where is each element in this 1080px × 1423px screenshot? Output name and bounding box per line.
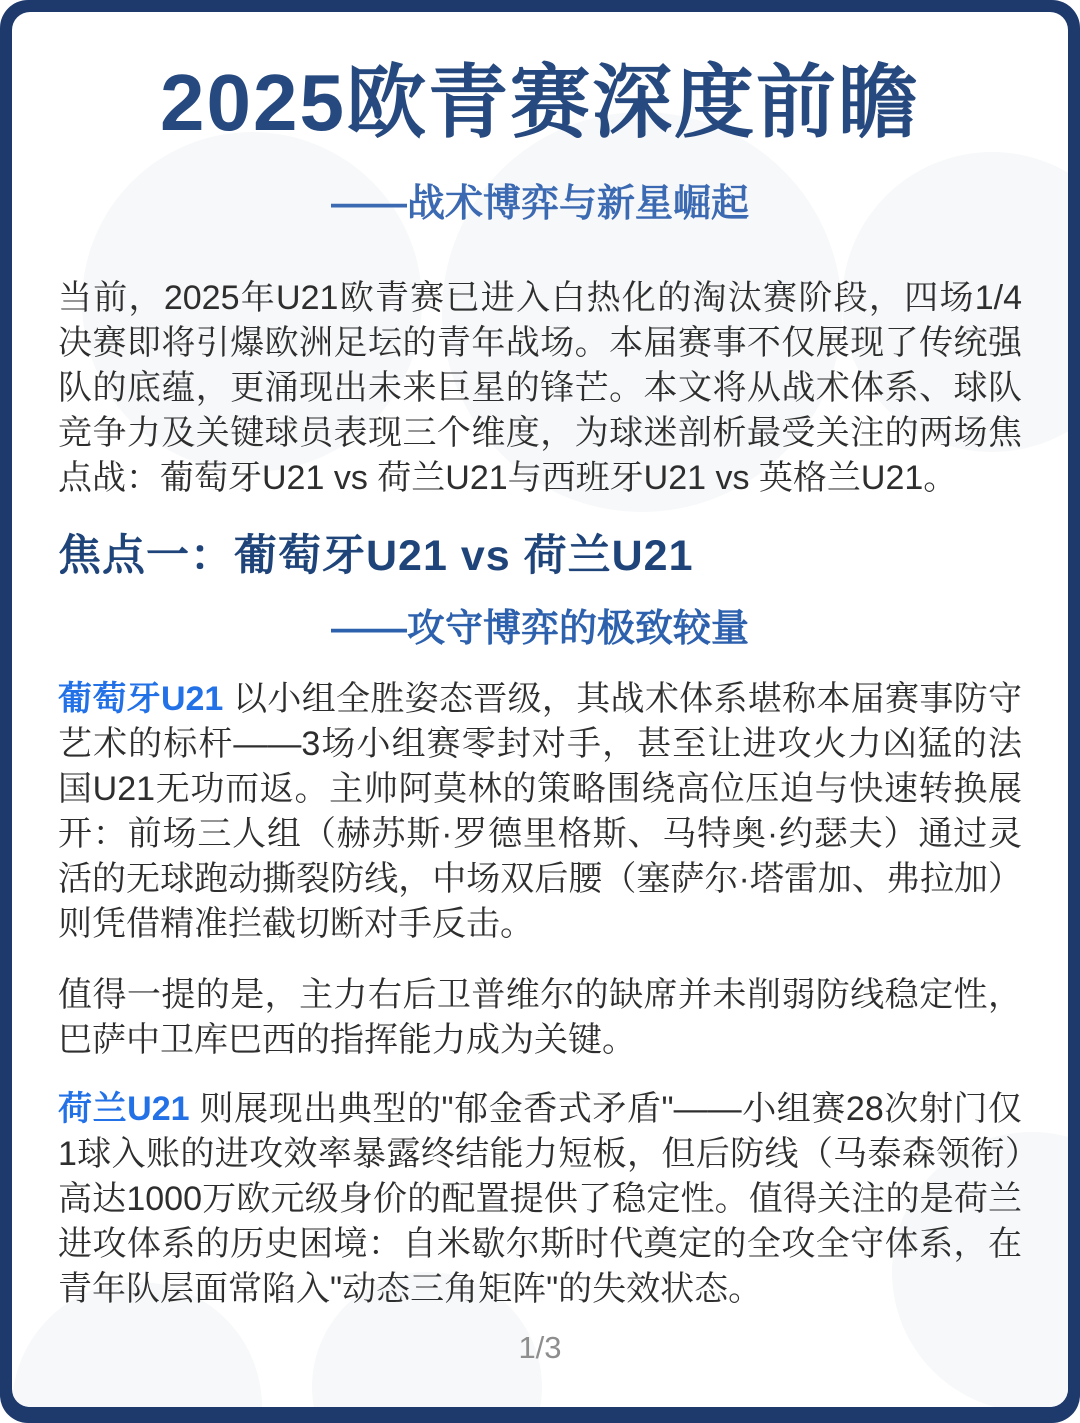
page-subtitle: ——战术博弈与新星崛起 bbox=[330, 183, 749, 225]
section-heading: 焦点一：葡萄牙U21 vs 荷兰U21 bbox=[58, 532, 694, 580]
content-card bbox=[12, 12, 1068, 1407]
page-title: 2025欧青赛深度前瞻 bbox=[160, 58, 920, 147]
article-content bbox=[12, 12, 1068, 1312]
portugal-paragraph-text: 以小组全胜姿态晋级，其战术体系堪称本届赛事防守艺术的标杆——3场小组赛零封对手，甚至让进攻火力凶猛的法国U21无功而返。主帅阿莫林的策略围绕高位压迫与快速转换展开：前场三人组（赫苏斯·罗德里格斯、马特奥·约瑟夫）通过灵活的无球跑动撕裂防线，中场双后腰（塞萨尔·塔雷加、弗拉加）则凭借精准拦截切断对手反击。 bbox=[58, 680, 1023, 943]
note-paragraph: 值得一提的是，主力右后卫普维尔的缺席并未削弱防线稳定性，巴萨中卫库巴西的指挥能力成为关键。 bbox=[58, 976, 1022, 1059]
netherlands-paragraph bbox=[58, 1087, 1022, 1312]
page-indicator: 1/3 bbox=[518, 1330, 562, 1365]
netherlands-paragraph-text: 则展现出典型的"郁金香式矛盾"——小组赛28次射门仅1球入账的进攻效率暴露终结能力短板，但后防线（马泰森领衔）高达1000万欧元级身价的配置提供了稳定性。值得关注的是荷兰进攻体系的历史困境：自米歇尔斯时代奠定的全攻全守体系，在青年队层面常陷入"动态三角矩阵"的失效状态。 bbox=[58, 1090, 1022, 1308]
section-subheading: ——攻守博弈的极致较量 bbox=[330, 608, 749, 650]
team-name-netherlands: 荷兰U21 bbox=[58, 1090, 190, 1128]
intro-paragraph: 当前，2025年U21欧青赛已进入白热化的淘汰赛阶段，四场1/4决赛即将引爆欧洲足坛的青年战场。本届赛事不仅展现了传统强队的底蕴，更涌现出未来巨星的锋芒。本文将从战术体系、球队竞争力及关键球员表现三个维度，为球迷剖析最受关注的两场焦点战：葡萄牙U21 vs 荷兰U21与西班牙U21 vs 英格兰U21。 bbox=[58, 279, 1022, 497]
team-name-portugal: 葡萄牙U21 bbox=[58, 680, 224, 718]
portugal-paragraph bbox=[58, 677, 1022, 947]
